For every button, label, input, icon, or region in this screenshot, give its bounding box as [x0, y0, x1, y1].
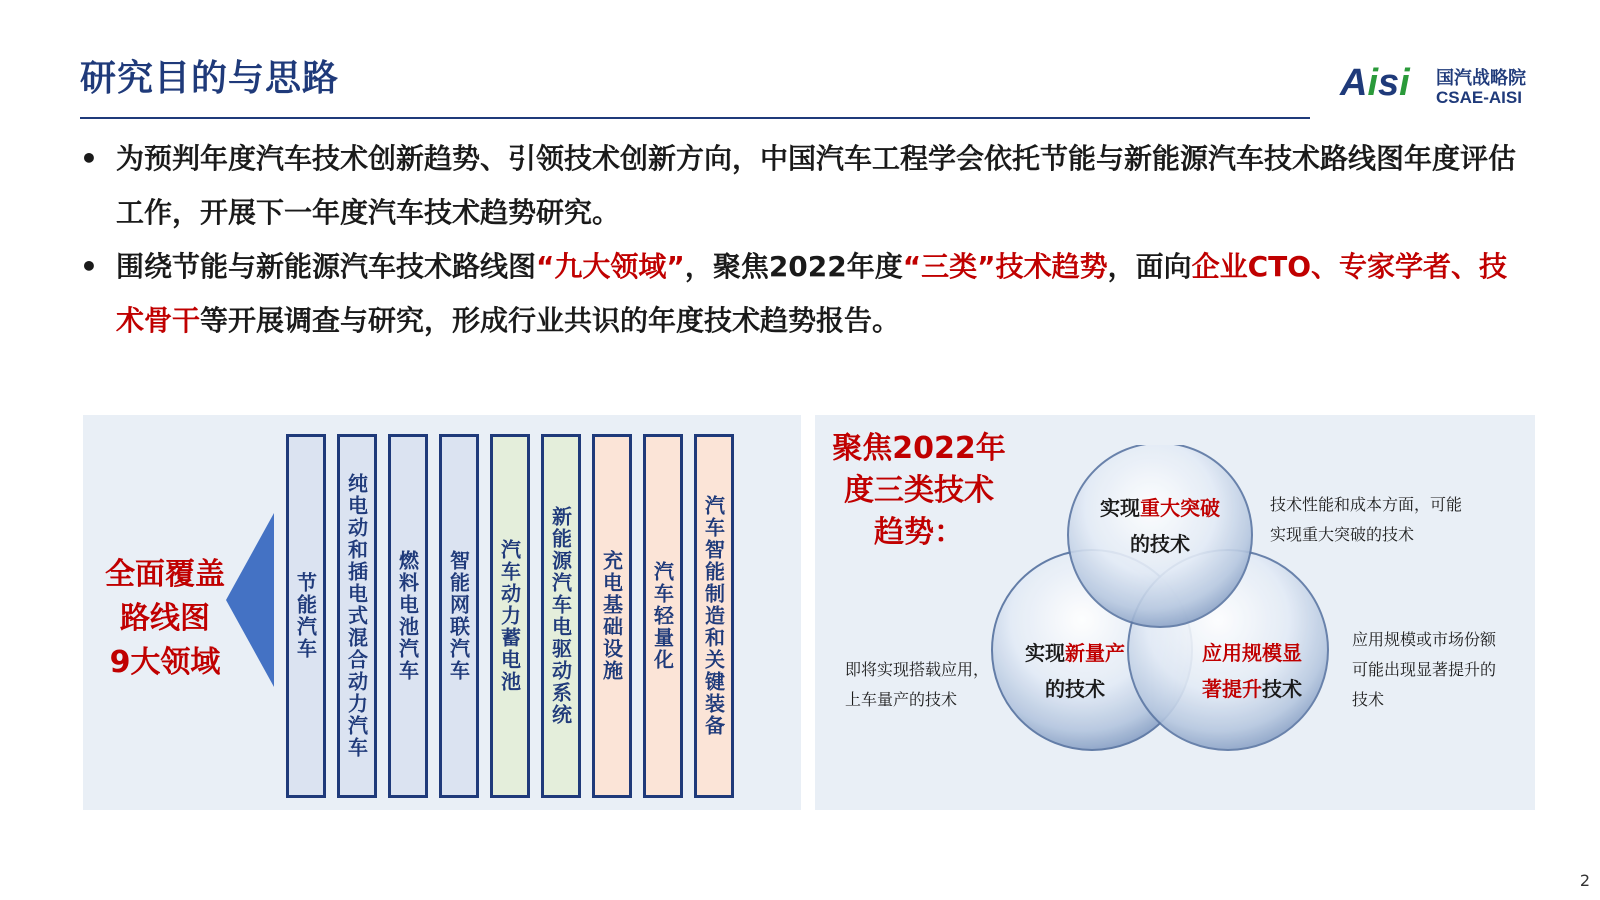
bullet-text-2d: 等开展调查与研究，形成行业共识的年度技术趋势报告。 — [200, 304, 901, 337]
logo-cn-text: 国汽战略院 — [1436, 68, 1526, 89]
circle-label-mass-production: 实现新量产 的技术 — [1025, 641, 1125, 701]
bullet-list — [80, 132, 1530, 348]
coverage-line-3: 9大领域 — [109, 645, 221, 680]
domain-label: 节能汽车 — [293, 572, 318, 660]
domain-column — [541, 434, 581, 798]
highlight-nine-domains: “九大领域” — [536, 250, 685, 283]
domain-label: 汽车动力蓄电池 — [497, 539, 522, 693]
note-mass-production: 即将实现搭载应用， 上车量产的技术 — [845, 660, 990, 709]
circle-label-breakthrough: 实现重大突破 的技术 — [1100, 496, 1220, 556]
page-number: 2 — [1579, 871, 1590, 890]
logo — [1340, 62, 1560, 112]
focus-title — [828, 428, 1010, 554]
circle-label-scale-up: 应用规模显 著提升技术 — [1202, 641, 1302, 701]
coverage-label — [95, 553, 235, 685]
bullet-text-2c: ，面向 — [1107, 250, 1192, 283]
domain-column — [439, 434, 479, 798]
focus-title-line-2: 度三类技术 — [844, 473, 994, 508]
domain-label: 新能源汽车电驱动系统 — [548, 506, 573, 726]
logo-en-text: CSAE-AISI — [1436, 88, 1522, 107]
highlight-three-trends: “三类”技术趋势 — [902, 250, 1108, 283]
coverage-line-2: 路线图 — [120, 601, 210, 636]
domain-label: 燃料电池汽车 — [395, 550, 420, 682]
title-divider — [80, 117, 1310, 119]
domain-column — [388, 434, 428, 798]
focus-title-line-1: 聚焦2022年 — [832, 431, 1006, 466]
bullet-item-2 — [80, 240, 1530, 348]
logo-mark: Aisi — [1340, 62, 1410, 104]
pointer-triangle — [226, 513, 276, 687]
domain-column — [337, 434, 377, 798]
bullet-text-2b: ，聚焦2022年度 — [684, 250, 903, 283]
domain-label: 充电基础设施 — [599, 550, 624, 682]
domain-label: 智能网联汽车 — [446, 550, 471, 682]
coverage-line-1: 全面覆盖 — [105, 557, 225, 592]
domain-column — [490, 434, 530, 798]
domain-column — [643, 434, 683, 798]
bullet-marker: • — [80, 250, 98, 283]
domain-column — [286, 434, 326, 798]
note-scale-up: 应用规模或市场份额 可能出现显著提升的 技术 — [1352, 630, 1497, 709]
bullet-item-1 — [80, 132, 1530, 240]
domain-label: 汽车轻量化 — [650, 561, 675, 671]
bullet-text-2a: 围绕节能与新能源汽车技术路线图 — [116, 250, 537, 283]
domain-column — [592, 434, 632, 798]
domain-column — [694, 434, 734, 798]
bullet-marker: • — [80, 142, 98, 175]
bullet-text-1: 为预判年度汽车技术创新趋势、引领技术创新方向，中国汽车工程学会依托节能与新能源汽车技术路线图年度评估工作，开展下一年度汽车技术趋势研究。 — [116, 142, 1517, 229]
page-title: 研究目的与思路 — [80, 58, 340, 99]
domain-label: 纯电动和插电式混合动力汽车 — [344, 473, 369, 759]
highlight-audience: 企业CTO、专家学者、技术骨干 — [116, 250, 1508, 337]
domain-label: 汽车智能制造和关键装备 — [701, 495, 726, 737]
focus-title-line-3: 趋势： — [874, 515, 964, 550]
note-breakthrough: 技术性能和成本方面，可能 实现重大突破的技术 — [1270, 495, 1463, 544]
